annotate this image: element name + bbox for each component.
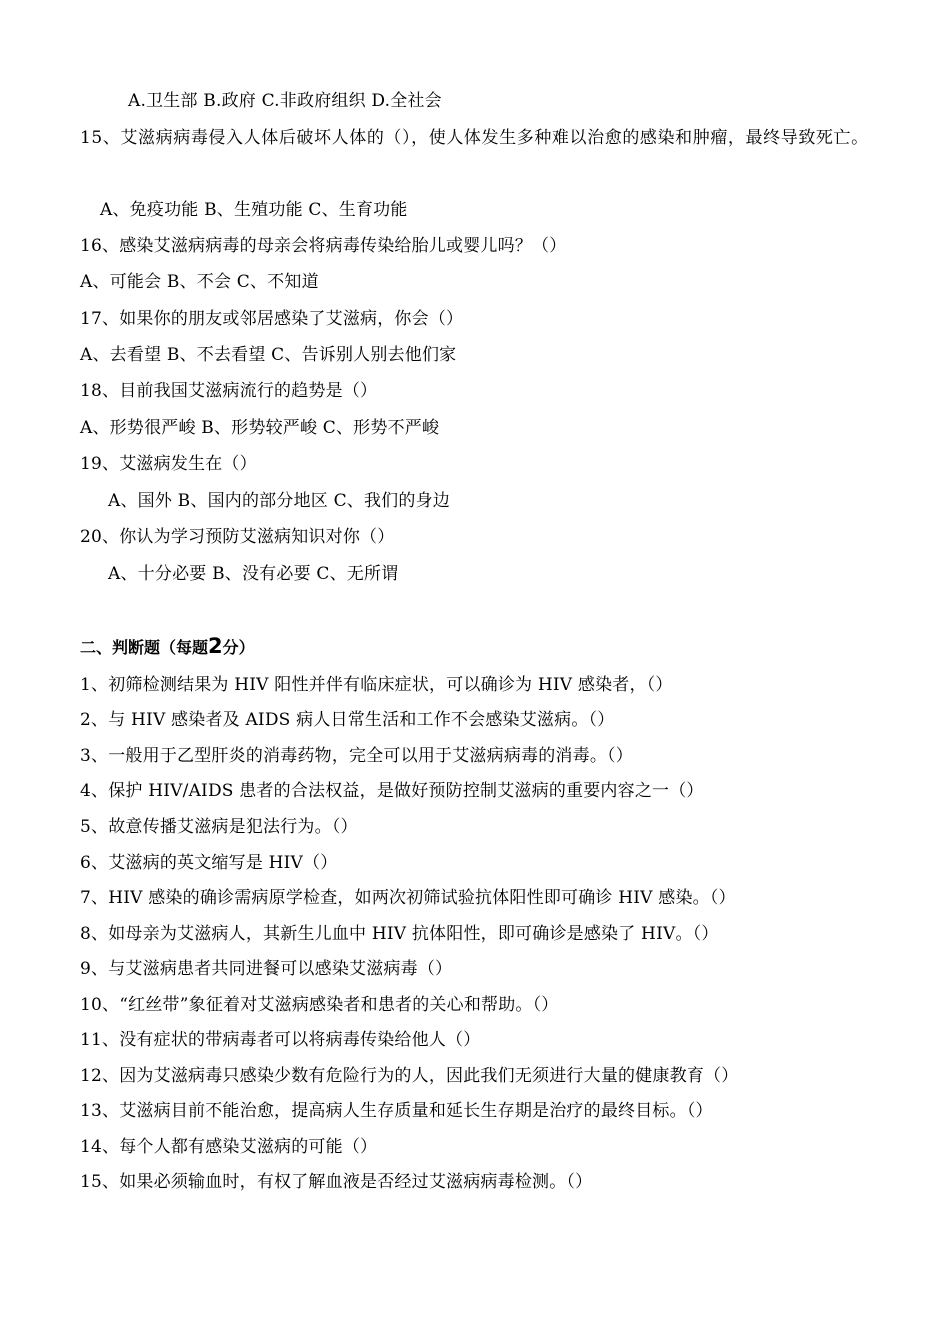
q15-question: 15、艾滋病病毒侵入人体后破坏人体的（），使人体发生多种难以治愈的感染和肿瘤，最终导致死亡。: [80, 128, 869, 148]
q20-question: 20、你认为学习预防艾滋病知识对你（）: [80, 527, 395, 547]
q15-options: A、免疫功能 B、生殖功能 C、生育功能: [100, 200, 408, 220]
q16-question: 16、感染艾滋病病毒的母亲会将病毒传染给胎儿或婴儿吗？（）: [80, 236, 567, 256]
judgment-item-6: 6、艾滋病的英文缩写是 HIV（）: [80, 853, 338, 873]
judgment-item-2: 2、与 HIV 感染者及 AIDS 病人日常生活和工作不会感染艾滋病。（）: [80, 710, 615, 730]
judgment-item-1: 1、初筛检测结果为 HIV 阳性并伴有临床症状，可以确诊为 HIV 感染者，（）: [80, 675, 673, 695]
judgment-item-10: 10、“红丝带”象征着对艾滋病感染者和患者的关心和帮助。（）: [80, 995, 559, 1015]
judgment-item-12: 12、因为艾滋病毒只感染少数有危险行为的人，因此我们无须进行大量的健康教育（）: [80, 1066, 739, 1086]
judgment-item-5: 5、故意传播艾滋病是犯法行为。（）: [80, 817, 358, 837]
heading-suffix: 分）: [222, 638, 255, 657]
judgment-item-11: 11、没有症状的带病毒者可以将病毒传染给他人（）: [80, 1030, 481, 1050]
q19-options: A、国外 B、国内的部分地区 C、我们的身边: [108, 491, 450, 511]
q18-question: 18、目前我国艾滋病流行的趋势是（）: [80, 381, 378, 401]
section-heading-judgment: [80, 634, 255, 660]
judgment-item-13: 13、艾滋病目前不能治愈，提高病人生存质量和延长生存期是治疗的最终目标。（）: [80, 1101, 713, 1121]
q19-question: 19、艾滋病发生在（）: [80, 454, 257, 474]
q18-options: A、形势很严峻 B、形势较严峻 C、形势不严峻: [80, 418, 440, 438]
q16-options: A、可能会 B、不会 C、不知道: [80, 272, 319, 292]
q14-options: A.卫生部 B.政府 C.非政府组织 D.全社会: [128, 91, 442, 111]
heading-points: 2: [208, 634, 223, 658]
judgment-item-4: 4、保护 HIV/AIDS 患者的合法权益，是做好预防控制艾滋病的重要内容之一（）: [80, 781, 704, 801]
q20-options: A、十分必要 B、没有必要 C、无所谓: [108, 564, 399, 584]
judgment-item-9: 9、与艾滋病患者共同进餐可以感染艾滋病毒（）: [80, 959, 453, 979]
judgment-item-15: 15、如果必须输血时，有权了解血液是否经过艾滋病病毒检测。（）: [80, 1172, 593, 1192]
q17-question: 17、如果你的朋友或邻居感染了艾滋病，你会（）: [80, 309, 464, 329]
judgment-item-14: 14、每个人都有感染艾滋病的可能（）: [80, 1137, 378, 1157]
judgment-item-7: 7、HIV 感染的确诊需病原学检查，如两次初筛试验抗体阳性即可确诊 HIV 感染。（）: [80, 888, 736, 908]
q17-options: A、去看望 B、不去看望 C、告诉别人别去他们家: [80, 345, 457, 365]
heading-prefix: 二、判断题（每题: [80, 638, 209, 657]
judgment-item-8: 8、如母亲为艾滋病人，其新生儿血中 HIV 抗体阳性，即可确诊是感染了 HIV。（）: [80, 924, 719, 944]
judgment-item-3: 3、一般用于乙型肝炎的消毒药物，完全可以用于艾滋病病毒的消毒。（）: [80, 746, 633, 766]
